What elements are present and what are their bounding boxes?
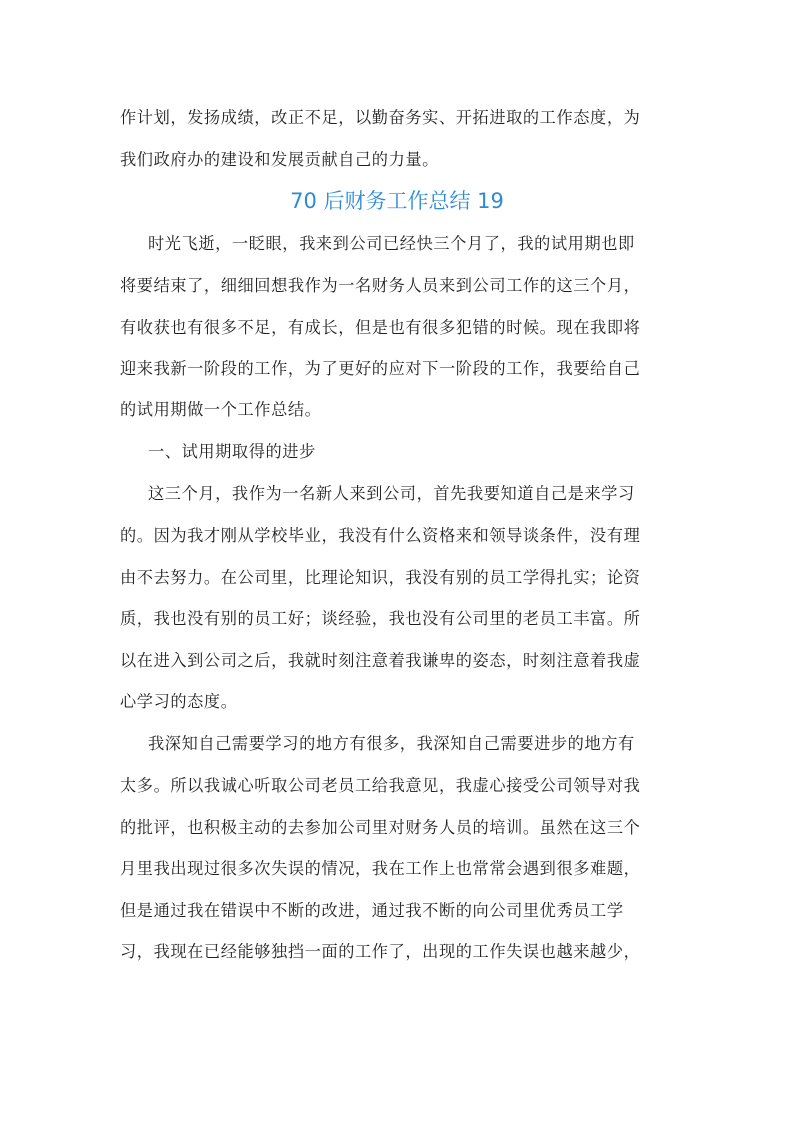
paragraph-line: 有收获也有很多不足，有成长，但是也有很多犯错的时候。现在我即将 xyxy=(120,318,641,337)
paragraph-line: 月里我出现过很多次失误的情况，我在工作上也常常会遇到很多难题， xyxy=(120,859,641,878)
paragraph-line: 将要结束了，细细回想我作为一名财务人员来到公司工作的这三个月， xyxy=(120,276,641,295)
section-title: 70 后财务工作总结 19 xyxy=(290,189,504,213)
intro-line-1: 作计划，发扬成绩，改正不足，以勤奋务实、开拓进取的工作态度，为 xyxy=(120,108,641,127)
paragraph-line: 的批评，也积极主动的去参加公司里对财务人员的培训。虽然在这三个 xyxy=(120,818,641,837)
paragraph-line: 的。因为我才刚从学校毕业，我没有什么资格来和领导谈条件，没有理 xyxy=(120,526,641,545)
paragraph-line: 以在进入到公司之后，我就时刻注意着我谦卑的姿态，时刻注意着我虚 xyxy=(120,651,641,670)
paragraph-line: 心学习的态度。 xyxy=(120,692,238,711)
paragraph-line: 的试用期做一个工作总结。 xyxy=(120,400,322,419)
intro-line-2: 我们政府办的建设和发展贡献自己的力量。 xyxy=(120,150,439,169)
paragraph-line: 但是通过我在错误中不断的改进，通过我不断的向公司里优秀员工学 xyxy=(120,901,624,920)
paragraph-line: 迎来我新一阶段的工作，为了更好的应对下一阶段的工作，我要给自己 xyxy=(120,359,641,378)
paragraph-line: 时光飞逝，一眨眼，我来到公司已经快三个月了，我的试用期也即 xyxy=(148,234,635,253)
paragraph-line: 由不去努力。在公司里，比理论知识，我没有别的员工学得扎实；论资 xyxy=(120,568,641,587)
paragraph-line: 这三个月，我作为一名新人来到公司，首先我要知道自己是来学习 xyxy=(148,484,635,503)
paragraph-line: 习，我现在已经能够独挡一面的工作了，出现的工作失误也越来越少， xyxy=(120,942,641,961)
paragraph-line: 质，我也没有别的员工好；谈经验，我也没有公司里的老员工丰富。所 xyxy=(120,609,641,628)
subheading: 一、试用期取得的进步 xyxy=(148,442,316,461)
paragraph-line: 我深知自己需要学习的地方有很多，我深知自己需要进步的地方有 xyxy=(148,734,635,753)
paragraph-line: 太多。所以我诚心听取公司老员工给我意见，我虚心接受公司领导对我 xyxy=(120,776,641,795)
